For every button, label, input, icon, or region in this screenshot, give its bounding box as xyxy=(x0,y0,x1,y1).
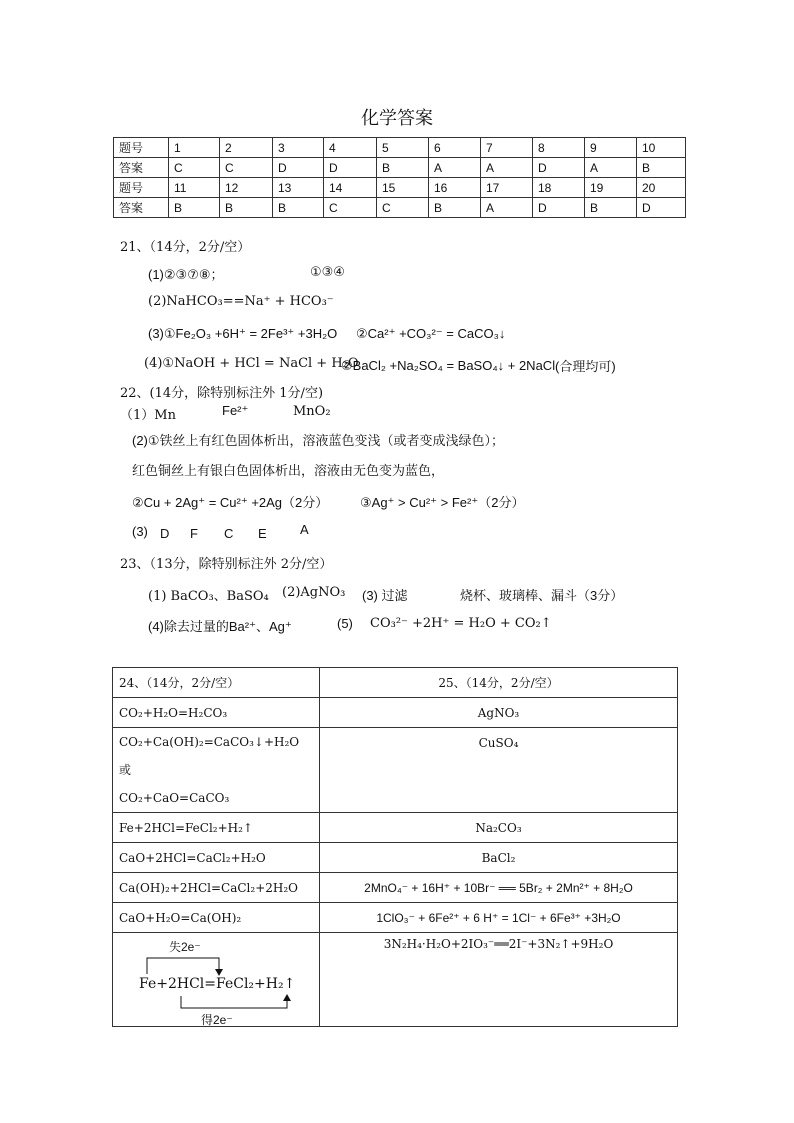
q22-line1-part1: （1）Mn xyxy=(120,408,176,423)
lose-arrow-line xyxy=(147,958,219,974)
answer-table-cell: 10 xyxy=(637,138,686,158)
q22-line3: 红色铜丝上有银白色固体析出，溶液由无色变为蓝色， xyxy=(132,463,445,478)
q22-line2: (2)①铁丝上有红色固体析出，溶液蓝色变浅（或者变成浅绿色）； xyxy=(132,433,505,448)
answer-table-cell: 11 xyxy=(169,178,220,198)
q22-line4-part1: ②Cu + 2Ag⁺ = Cu²⁺ +2Ag（2分） xyxy=(132,495,329,510)
answer-table-cell: D xyxy=(324,158,377,178)
answer-table-cell: 2 xyxy=(220,138,273,158)
answer-table-row-label: 答案 xyxy=(114,158,169,178)
answer-table-cell: 18 xyxy=(533,178,585,198)
q23-line1-part3: (3) 过滤 xyxy=(362,588,408,603)
answer-table-row xyxy=(114,158,686,178)
answer-table-row xyxy=(114,138,686,158)
answer-table-cell: B xyxy=(377,158,429,178)
q23-line2-part2: (5) xyxy=(337,616,353,631)
answer-table-row xyxy=(114,198,686,218)
answer-table-cell: D xyxy=(533,158,585,178)
q23-header: 23、（13分，除特别标注外 2分/空） xyxy=(120,557,333,572)
answer-table-cell: C xyxy=(169,158,220,178)
answer-table-cell: B xyxy=(585,198,637,218)
q25-row4: BaCl₂ xyxy=(320,843,678,873)
q21-line4-part2: ②BaCl₂ +Na₂SO₄ = BaSO₄↓ + 2NaCl xyxy=(341,358,556,373)
q21-line3-part2: ②Ca²⁺ +CO₃²⁻ = CaCO₃↓ xyxy=(356,326,506,341)
answer-table-cell: B xyxy=(429,198,481,218)
q23-line2-part3: CO₃²⁻ +2H⁺ = H₂O + CO₂↑ xyxy=(370,616,552,631)
q25-row5: 2MnO₄⁻ + 16H⁺ + 10Br⁻ ══ 5Br₂ + 2Mn²⁺ + 8H₂O xyxy=(320,873,678,903)
lose-arrowhead xyxy=(215,969,223,976)
q22-line4-part2: ③Ag⁺ > Cu²⁺ > Fe²⁺（2分） xyxy=(360,495,525,510)
answer-table-cell: 14 xyxy=(324,178,377,198)
q24-row2-line1: CO₂+Ca(OH)₂=CaCO₃↓+H₂O 或 xyxy=(119,735,300,777)
answer-table-cell: A xyxy=(481,198,533,218)
q24-electron-transfer xyxy=(113,933,320,1027)
electron-transfer-diagram xyxy=(139,936,319,1027)
gain-arrow-line xyxy=(181,996,287,1008)
answer-table-cell: 5 xyxy=(377,138,429,158)
q22-answer-3: C xyxy=(224,526,234,541)
q21-line4-part1: (4)①NaOH + HCl = NaCl + H₂O xyxy=(144,356,359,371)
answer-table-cell: 3 xyxy=(273,138,324,158)
q21-line4-note: (合理均可) xyxy=(555,359,616,374)
answer-table-cell: 4 xyxy=(324,138,377,158)
electron-gain-label: 得2e⁻ xyxy=(201,1012,233,1027)
answer-table xyxy=(113,137,686,218)
page-title: 化学答案 xyxy=(361,108,433,129)
q21-line1-part2: ①③④ xyxy=(310,264,345,279)
q24-row5: Ca(OH)₂+2HCl=CaCl₂+2H₂O xyxy=(113,873,320,903)
q23-line1-part2: (2)AgNO₃ xyxy=(282,585,346,600)
answer-table-cell: D xyxy=(273,158,324,178)
q25-row2: CuSO₄ xyxy=(320,728,678,813)
q24-row2-line2: CO₂+CaO=CaCO₃ xyxy=(119,791,230,805)
q22-answer-5: A xyxy=(300,522,309,537)
answer-table-cell: C xyxy=(220,158,273,178)
q22-line1-part2: Fe²⁺ xyxy=(222,403,249,418)
q25-header: 25、（14分，2分/空） xyxy=(320,668,678,698)
q21-line1-part1: (1)②③⑦⑧； xyxy=(148,267,224,282)
q23-line1-part1: (1) BaCO₃、BaSO₄ xyxy=(148,589,269,604)
answer-table-row-label: 题号 xyxy=(114,178,169,198)
q23-line1-part4: 烧杯、玻璃棒、漏斗（3分） xyxy=(460,588,624,603)
q22-line5-label: (3) xyxy=(132,524,148,539)
answer-table-cell: A xyxy=(585,158,637,178)
electron-lose-label: 失2e⁻ xyxy=(169,939,201,954)
q23-line2-part1: (4)除去过量的Ba²⁺、Ag⁺ xyxy=(148,619,292,634)
electron-transfer-equation: Fe+2HCl=FeCl₂+H₂↑ xyxy=(139,975,296,992)
q22-line1-part3: MnO₂ xyxy=(293,404,331,419)
answer-table-cell: B xyxy=(220,198,273,218)
answer-table-cell: C xyxy=(324,198,377,218)
q21-header: 21、（14分，2分/空） xyxy=(120,240,251,255)
answer-table-row-label: 题号 xyxy=(114,138,169,158)
answer-table-cell: C xyxy=(377,198,429,218)
q25-row3: Na₂CO₃ xyxy=(320,813,678,843)
answer-table-cell: B xyxy=(169,198,220,218)
q21-line3-part1: (3)①Fe₂O₃ +6H⁺ = 2Fe³⁺ +3H₂O xyxy=(148,326,338,341)
answer-table-cell: 19 xyxy=(585,178,637,198)
answer-table-cell: 17 xyxy=(481,178,533,198)
q24-row3: Fe+2HCl=FeCl₂+H₂↑ xyxy=(113,813,320,843)
answer-table-cell: A xyxy=(429,158,481,178)
answer-table-cell: 12 xyxy=(220,178,273,198)
q25-row7: 3N₂H₄·H₂O+2IO₃⁻══2I⁻+3N₂↑+9H₂O xyxy=(320,933,678,1027)
q25-row1: AgNO₃ xyxy=(320,698,678,728)
answer-table-cell: D xyxy=(533,198,585,218)
q24-row4: CaO+2HCl=CaCl₂+H₂O xyxy=(113,843,320,873)
q24-header: 24、（14分，2分/空） xyxy=(113,668,320,698)
answer-table-cell: A xyxy=(481,158,533,178)
answer-table-cell: B xyxy=(637,158,686,178)
q24-row2 xyxy=(113,728,320,813)
q24-row1: CO₂+H₂O=H₂CO₃ xyxy=(113,698,320,728)
q22-header: 22、(14分，除特别标注外 1分/空) xyxy=(120,386,324,401)
q22-answer-1: D xyxy=(160,526,170,541)
answer-table-cell: 9 xyxy=(585,138,637,158)
answer-table-row xyxy=(114,178,686,198)
q24-row6: CaO+H₂O=Ca(OH)₂ xyxy=(113,903,320,933)
answer-table-cell: 8 xyxy=(533,138,585,158)
answer-table-cell: D xyxy=(637,198,686,218)
answer-table-cell: 6 xyxy=(429,138,481,158)
q22-answer-2: F xyxy=(190,526,198,541)
q24-q25-table xyxy=(112,667,678,1027)
gain-arrowhead xyxy=(283,994,291,1001)
q25-row6: 1ClO₃⁻ + 6Fe²⁺ + 6 H⁺ = 1Cl⁻ + 6Fe³⁺ +3H₂O xyxy=(320,903,678,933)
answer-table-cell: 20 xyxy=(637,178,686,198)
answer-table-cell: 15 xyxy=(377,178,429,198)
answer-table-cell: B xyxy=(273,198,324,218)
answer-table-cell: 7 xyxy=(481,138,533,158)
answer-table-cell: 16 xyxy=(429,178,481,198)
q22-answer-4: E xyxy=(258,526,267,541)
answer-table-cell: 1 xyxy=(169,138,220,158)
answer-table-cell: 13 xyxy=(273,178,324,198)
q21-line2: (2)NaHCO₃==Na⁺ + HCO₃⁻ xyxy=(148,294,334,309)
answer-table-row-label: 答案 xyxy=(114,198,169,218)
